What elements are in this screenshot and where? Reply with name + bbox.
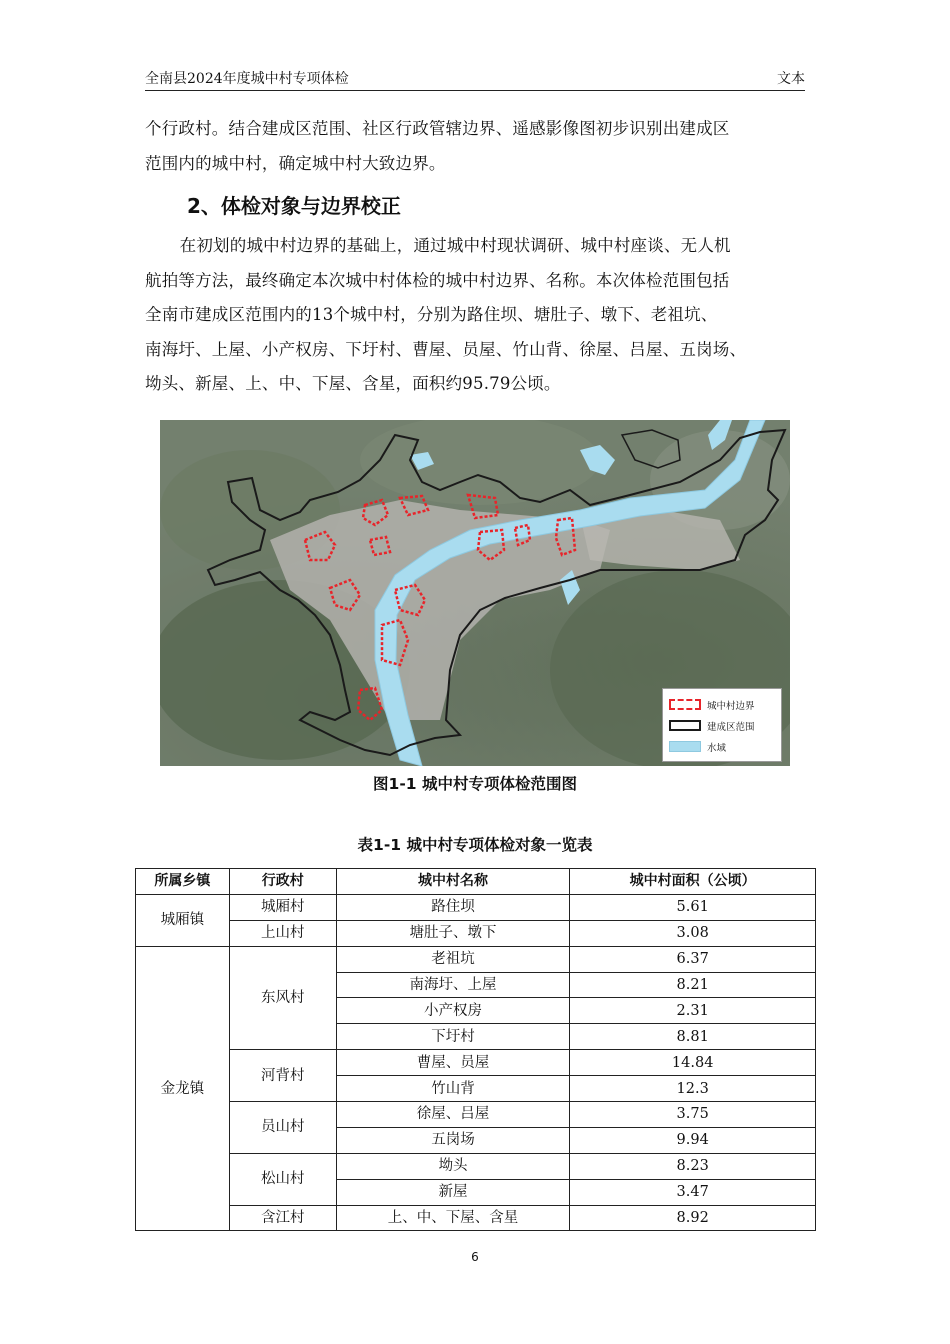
village-cell: 河背村	[229, 1050, 336, 1102]
name-cell: 上、中、下屋、含星	[336, 1205, 570, 1231]
table-row	[136, 1050, 816, 1076]
header-section: 文本	[777, 71, 805, 87]
town-cell: 金龙镇	[136, 946, 230, 1231]
name-cell: 坳头	[336, 1153, 570, 1179]
village-cell: 含江村	[229, 1205, 336, 1231]
name-cell: 新屋	[336, 1179, 570, 1205]
paragraph-scope	[145, 229, 807, 402]
paragraph-line: 航拍等方法，最终确定本次城中村体检的城中村边界、名称。本次体检范围包括	[145, 270, 730, 290]
village-cell: 松山村	[229, 1153, 336, 1205]
name-cell: 五岗场	[336, 1127, 570, 1153]
area-cell: 9.94	[570, 1127, 816, 1153]
legend-label: 建成区范围	[707, 722, 755, 733]
table-caption: 表1-1 城中村专项体检对象一览表	[357, 836, 593, 854]
village-cell: 员山村	[229, 1102, 336, 1154]
figure-caption: 图1-1 城中村专项体检范围图	[373, 775, 577, 793]
name-cell: 曹屋、员屋	[336, 1050, 570, 1076]
area-cell: 5.61	[570, 894, 816, 920]
page-header	[145, 68, 805, 91]
name-cell: 老祖坑	[336, 946, 570, 972]
area-cell: 14.84	[570, 1050, 816, 1076]
header-cell: 城中村名称	[336, 869, 570, 895]
paragraph-line: 范围内的城中村，确定城中村大致边界。	[145, 153, 446, 173]
paragraph-line: 南海圩、上屋、小产权房、下圩村、曹屋、员屋、竹山背、徐屋、吕屋、五岗场、	[145, 339, 747, 359]
town-cell: 城厢镇	[136, 894, 230, 946]
table-row	[136, 920, 816, 946]
paragraph-line: 在初划的城中村边界的基础上，通过城中村现状调研、城中村座谈、无人机	[179, 236, 731, 255]
header-cell: 城中村面积（公顷）	[570, 869, 816, 895]
header-title: 全南县2024年度城中村专项体检	[145, 71, 349, 87]
village-cell: 城厢村	[229, 894, 336, 920]
name-cell: 塘肚子、墩下	[336, 920, 570, 946]
paragraph-line: 坳头、新屋、上、中、下屋、含星，面积约95.79公顷。	[145, 374, 561, 393]
table-row	[136, 1153, 816, 1179]
scope-map	[160, 420, 790, 766]
village-boundary-swatch	[669, 699, 701, 710]
page-number: 6	[471, 1250, 479, 1264]
area-cell: 3.47	[570, 1179, 816, 1205]
table-row	[136, 894, 816, 920]
paragraph-intro	[145, 112, 807, 181]
legend-label: 城中村边界	[707, 701, 755, 712]
area-cell: 3.08	[570, 920, 816, 946]
name-cell: 下圩村	[336, 1024, 570, 1050]
table-header-row	[136, 869, 816, 895]
built-area-swatch	[669, 720, 701, 731]
village-cell: 东风村	[229, 946, 336, 1050]
village-cell: 上山村	[229, 920, 336, 946]
area-cell: 3.75	[570, 1102, 816, 1128]
name-cell: 路住坝	[336, 894, 570, 920]
name-cell: 徐屋、吕屋	[336, 1102, 570, 1128]
map-legend	[662, 688, 782, 762]
name-cell: 小产权房	[336, 998, 570, 1024]
table-row	[136, 1205, 816, 1231]
paragraph-line: 全南市建成区范围内的13个城中村，分别为路住坝、塘肚子、墩下、老祖坑、	[145, 305, 718, 324]
table-row	[136, 1102, 816, 1128]
header-cell: 所属乡镇	[136, 869, 230, 895]
area-cell: 8.92	[570, 1205, 816, 1231]
header-cell: 行政村	[229, 869, 336, 895]
legend-label: 水域	[707, 743, 727, 754]
name-cell: 南海圩、上屋	[336, 972, 570, 998]
area-cell: 2.31	[570, 998, 816, 1024]
area-cell: 12.3	[570, 1076, 816, 1102]
area-cell: 8.21	[570, 972, 816, 998]
area-cell: 8.23	[570, 1153, 816, 1179]
table-row	[136, 946, 816, 972]
area-cell: 6.37	[570, 946, 816, 972]
area-cell: 8.81	[570, 1024, 816, 1050]
name-cell: 竹山背	[336, 1076, 570, 1102]
section-heading: 2、体检对象与边界校正	[187, 194, 401, 218]
water-swatch	[669, 741, 701, 752]
paragraph-line: 个行政村。结合建成区范围、社区行政管辖边界、遥感影像图初步识别出建成区	[145, 119, 730, 138]
village-table	[135, 868, 816, 1231]
